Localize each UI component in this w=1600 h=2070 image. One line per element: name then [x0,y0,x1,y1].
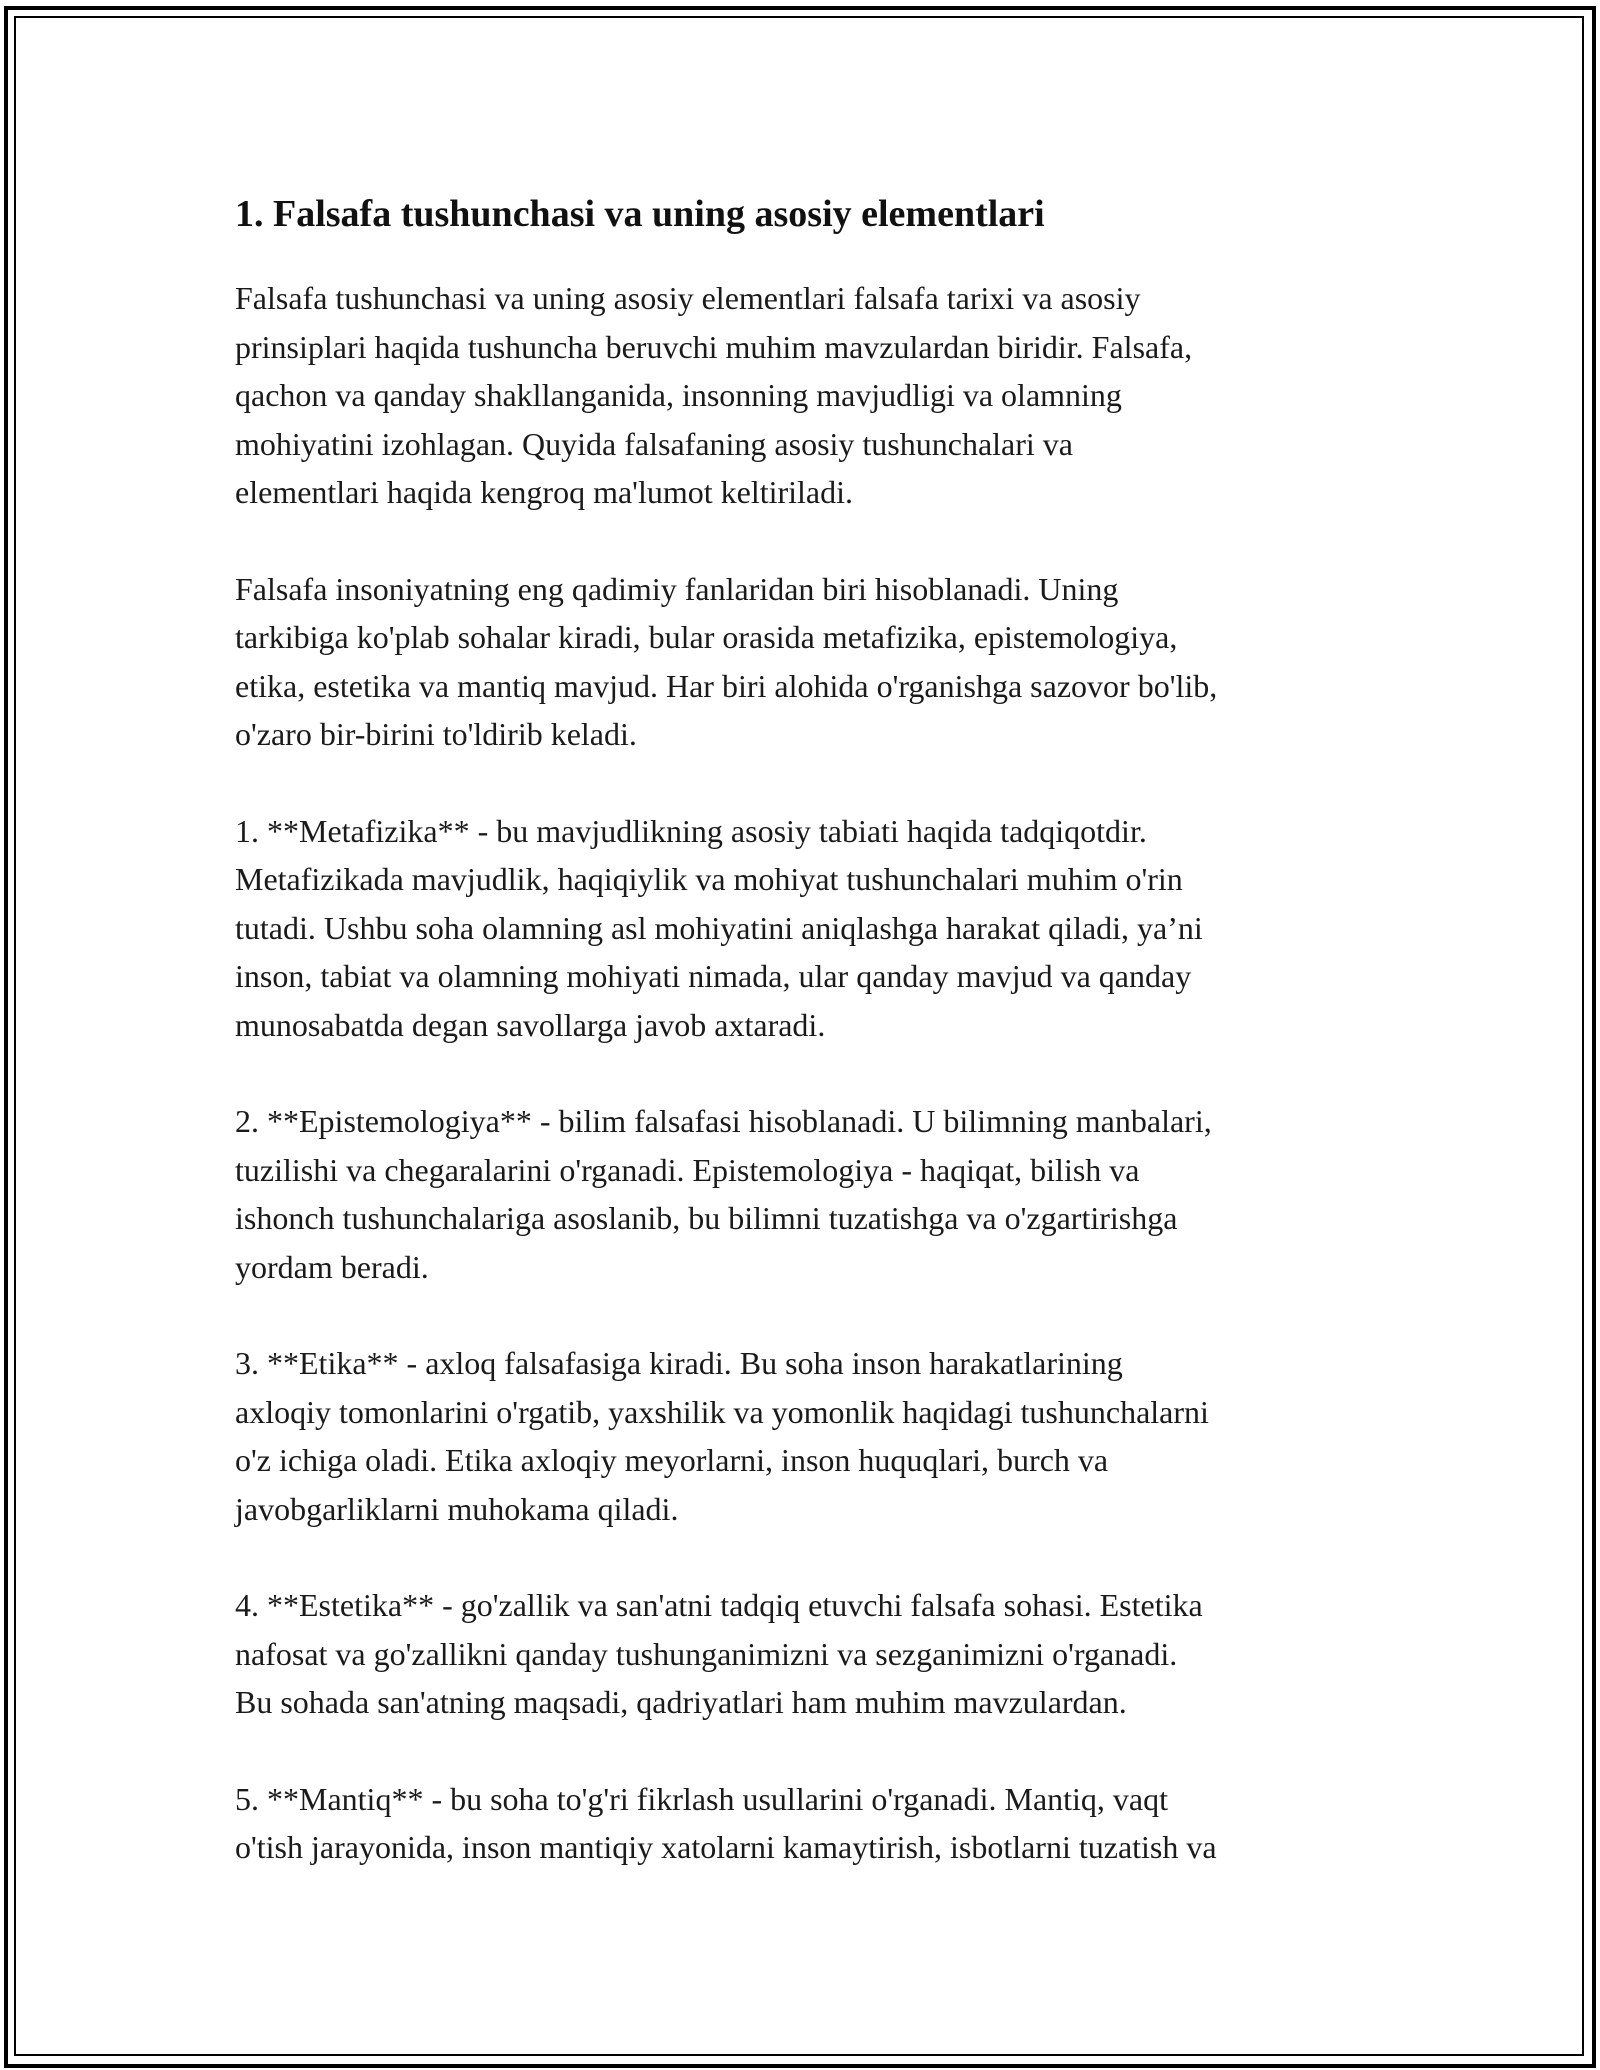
paragraph-etika: 3. **Etika** - axloq falsafasiga kiradi. Bu soha inson harakatlarining axloqiy tomonlarini o'rgatib, yaxshilik va yomonlik haqidagi tushunchalarni o'z ichiga oladi. Etika axloqiy meyorlarni, inson huquqlari, burch va javobgarliklarni muhokama qiladi. [235,1345,1209,1527]
paragraph-mantiq: 5. **Mantiq** - bu soha to'g'ri fikrlash usullarini o'rganadi. Mantiq, vaqt o'tish jarayonida, inson mantiqiy xatolarni kamaytirish, isbotlarni tuzatish va [235,1780,1217,1865]
paragraph-epistemologiya: 2. **Epistemologiya** - bilim falsafasi hisoblanadi. U bilimning manbalari, tuzilishi va chegaralarini o'rganadi. Epistemologiya - haqiqat, bilish va ishonch tushunchalariga asoslanib, bu bilimni tuzatishga va o'zgartirishga yordam beradi. [235,1103,1212,1285]
paragraph-estetika: 4. **Estetika** - go'zallik va san'atni tadqiq etuvchi falsafa sohasi. Estetika nafosat va go'zallikni qanday tushunganimizni va sezganimizni o'rganadi. Bu sohada san'atning maqsadi, qadriyatlari ham muhim mavzulardan. [235,1587,1203,1720]
paragraph-overview: Falsafa insoniyatning eng qadimiy fanlaridan biri hisoblanadi. Uning tarkibiga ko'plab sohalar kiradi, bular orasida metafizika, epistemologiya, etika, estetika va mantiq mavjud. Har biri alohida o'rganishga sazovor bo'lib, o'zaro bir-birini to'ldirib keladi. [235,570,1218,752]
paragraph-metafizika: 1. **Metafizika** - bu mavjudlikning asosiy tabiati haqida tadqiqotdir. Metafizikada mavjudlik, haqiqiylik va mohiyat tushunchalari muhim o'rin tutadi. Ushbu soha olamning asl mohiyatini aniqlashga harakat qiladi, ya’ni inson, tabiat va olamning mohiyati nimada, ular qanday mavjud va qanday munosabatda degan savollarga javob axtaradi. [235,812,1203,1043]
document-body [235,186,1385,1920]
paragraph-intro: Falsafa tushunchasi va uning asosiy elementlari falsafa tarixi va asosiy prinsiplari haqida tushuncha beruvchi muhim mavzulardan biridir. Falsafa, qachon va qanday shakllanganida, insonning mavjudligi va olamning mohiyatini izohlagan. Quyida falsafaning asosiy tushunchalari va elementlari haqida kengroq ma'lumot keltiriladi. [235,280,1193,510]
document-title: 1. Falsafa tushunchasi va uning asosiy elementlari [235,193,1045,235]
